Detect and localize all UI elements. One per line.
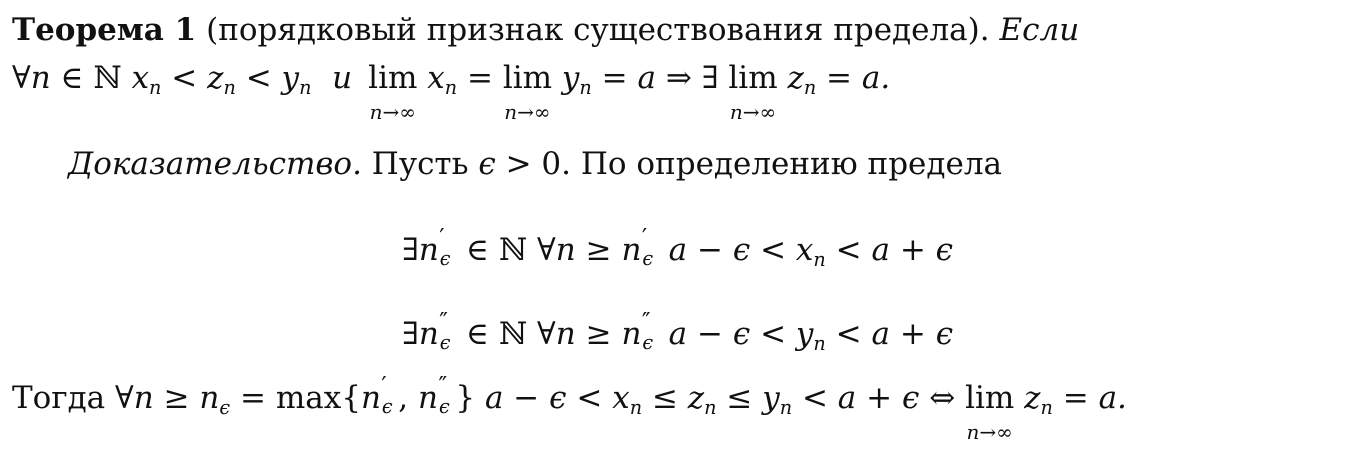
var-z: z [687, 380, 705, 416]
limit-operator [368, 60, 418, 124]
eq-symbol: = [601, 60, 628, 96]
var-eps: ϵ [732, 232, 751, 268]
plus-symbol: + [899, 316, 926, 352]
sub-n: n [444, 76, 458, 100]
var-eps: ϵ [935, 232, 954, 268]
theorem-formula [12, 60, 891, 124]
in-symbol: ∈ [466, 316, 489, 352]
right-brace: } [455, 380, 476, 416]
n-double-prime-eps [438, 372, 455, 418]
lim-subscript: n→∞ [729, 100, 777, 124]
var-y: y [762, 380, 780, 416]
lim-text: lim [368, 60, 418, 96]
sub-n: n [579, 76, 592, 100]
sub-n: n [779, 396, 793, 420]
exists-symbol: ∃ [402, 232, 419, 268]
var-n: n [360, 380, 381, 416]
eq-symbol: = [240, 380, 266, 416]
display-equation-1 [402, 224, 954, 272]
var-x: x [612, 380, 630, 416]
var-a: a [871, 232, 890, 268]
limit-operator [728, 60, 778, 124]
ge-symbol: ≥ [585, 232, 612, 268]
var-z: z [207, 60, 224, 96]
var-a: a [837, 380, 857, 416]
left-brace: { [341, 380, 361, 416]
double-prime-mark: ″ [641, 308, 651, 336]
theorem-line-1 [12, 12, 1079, 48]
exists-symbol: ∃ [402, 316, 419, 352]
var-x: x [795, 232, 814, 268]
n-prime-eps [381, 372, 398, 418]
var-eps: ϵ [732, 316, 751, 352]
sub-n: n [813, 248, 826, 272]
var-a: a [871, 316, 890, 352]
le-symbol: ≤ [726, 380, 753, 416]
var-n: n [418, 316, 439, 352]
implies-symbol: ⇒ [665, 60, 692, 96]
limit-operator [965, 380, 1015, 444]
var-y: y [561, 60, 580, 96]
var-x: x [131, 60, 150, 96]
lt-symbol: < [835, 232, 862, 268]
lt-symbol: < [801, 380, 828, 416]
naturals-symbol: ℕ [93, 60, 122, 96]
var-y: y [281, 60, 300, 96]
var-n: n [555, 316, 576, 352]
in-symbol: ∈ [60, 60, 84, 96]
prime-mark: ′ [439, 224, 445, 252]
var-a: a [668, 316, 688, 352]
sub-n: n [1040, 396, 1053, 420]
double-prime-mark: ″ [438, 372, 448, 400]
lim-text: lim [728, 60, 778, 96]
sub-n: n [813, 332, 826, 356]
then-word: Тогда [12, 380, 106, 416]
exists-symbol: ∃ [701, 60, 719, 96]
eps-sub: ϵ [439, 330, 451, 354]
var-eps: ϵ [549, 380, 567, 416]
eps-sub: ϵ [438, 394, 450, 418]
var-z: z [1024, 380, 1041, 416]
ge-symbol: ≥ [163, 380, 190, 416]
eps-sub: ϵ [439, 246, 451, 270]
n-double-prime-eps [641, 308, 658, 354]
naturals-symbol: ℕ [498, 316, 528, 352]
forall-symbol: ∀ [537, 316, 556, 352]
n-prime-eps [641, 224, 658, 270]
lim-text: lim [965, 380, 1015, 416]
sub-n: n [223, 76, 236, 100]
var-a: a [484, 380, 504, 416]
in-symbol: ∈ [466, 232, 489, 268]
eps-sub: ϵ [642, 246, 654, 270]
theorem-if-word: Если [999, 12, 1080, 48]
var-n: n [418, 232, 439, 268]
eq-symbol: = [1062, 380, 1089, 416]
sub-n: n [629, 396, 643, 420]
prime-mark: ′ [641, 224, 648, 252]
var-z: z [787, 60, 804, 96]
lt-symbol: < [835, 316, 862, 352]
le-symbol: ≤ [651, 380, 678, 416]
lt-symbol: < [760, 316, 787, 352]
forall-symbol: ∀ [115, 380, 134, 416]
eq-symbol: = [826, 60, 853, 96]
var-n: n [199, 380, 220, 416]
naturals-symbol: ℕ [498, 232, 528, 268]
zero-dot: 0. [541, 146, 571, 182]
lt-symbol: < [760, 232, 787, 268]
proof-line [68, 146, 1002, 182]
lim-text: lim [502, 60, 553, 96]
var-n: n [621, 316, 642, 352]
theorem-label: Теорема 1 [12, 12, 197, 48]
lt-symbol: < [171, 60, 198, 96]
display-equation-2 [402, 308, 954, 356]
eps-sub: ϵ [381, 394, 393, 418]
var-n: n [555, 232, 576, 268]
limit-operator [502, 60, 553, 124]
max-operator: max [275, 380, 342, 416]
var-a: a [637, 60, 656, 96]
comma: , [398, 380, 409, 416]
minus-symbol: − [513, 380, 540, 416]
n-double-prime-eps [439, 308, 456, 354]
forall-symbol: ∀ [12, 60, 31, 96]
minus-symbol: − [696, 232, 723, 268]
var-eps: ϵ [935, 316, 954, 352]
minus-symbol: − [696, 316, 723, 352]
eps-sub: ϵ [219, 396, 231, 420]
prime-mark: ′ [381, 372, 387, 400]
lim-subscript: n→∞ [966, 420, 1013, 444]
plus-symbol: + [866, 380, 893, 416]
gt-symbol: > [505, 146, 532, 182]
var-a-end: a. [861, 60, 891, 96]
lim-subscript: n→∞ [504, 100, 551, 124]
lim-subscript: n→∞ [369, 100, 416, 124]
sub-n: n [803, 76, 817, 100]
var-eps: ϵ [478, 146, 496, 182]
ge-symbol: ≥ [585, 316, 612, 352]
conclusion-line [12, 372, 1127, 444]
var-n: n [30, 60, 51, 96]
var-n: n [621, 232, 642, 268]
var-x: x [427, 60, 445, 96]
forall-symbol: ∀ [537, 232, 556, 268]
var-n: n [418, 380, 438, 416]
sub-n: n [149, 76, 162, 100]
sub-n: n [704, 396, 717, 420]
sub-n: n [299, 76, 312, 100]
theorem-note: (порядковый признак существования предела). [206, 12, 990, 48]
var-eps: ϵ [901, 380, 920, 416]
and-word: и [332, 60, 353, 96]
var-a: a [668, 232, 688, 268]
lt-symbol: < [245, 60, 272, 96]
lt-symbol: < [576, 380, 603, 416]
by-definition-text: По определению предела [580, 146, 1003, 182]
plus-symbol: + [899, 232, 926, 268]
proof-label: Доказательство. [68, 146, 362, 182]
eq-symbol: = [466, 60, 493, 96]
n-prime-eps [439, 224, 456, 270]
var-y: y [795, 316, 814, 352]
double-prime-mark: ″ [439, 308, 448, 336]
iff-symbol: ⇔ [929, 380, 956, 416]
eps-sub: ϵ [642, 330, 654, 354]
proof-intro: Пусть [371, 146, 469, 182]
var-n: n [133, 380, 154, 416]
var-a-end: a. [1098, 380, 1127, 416]
